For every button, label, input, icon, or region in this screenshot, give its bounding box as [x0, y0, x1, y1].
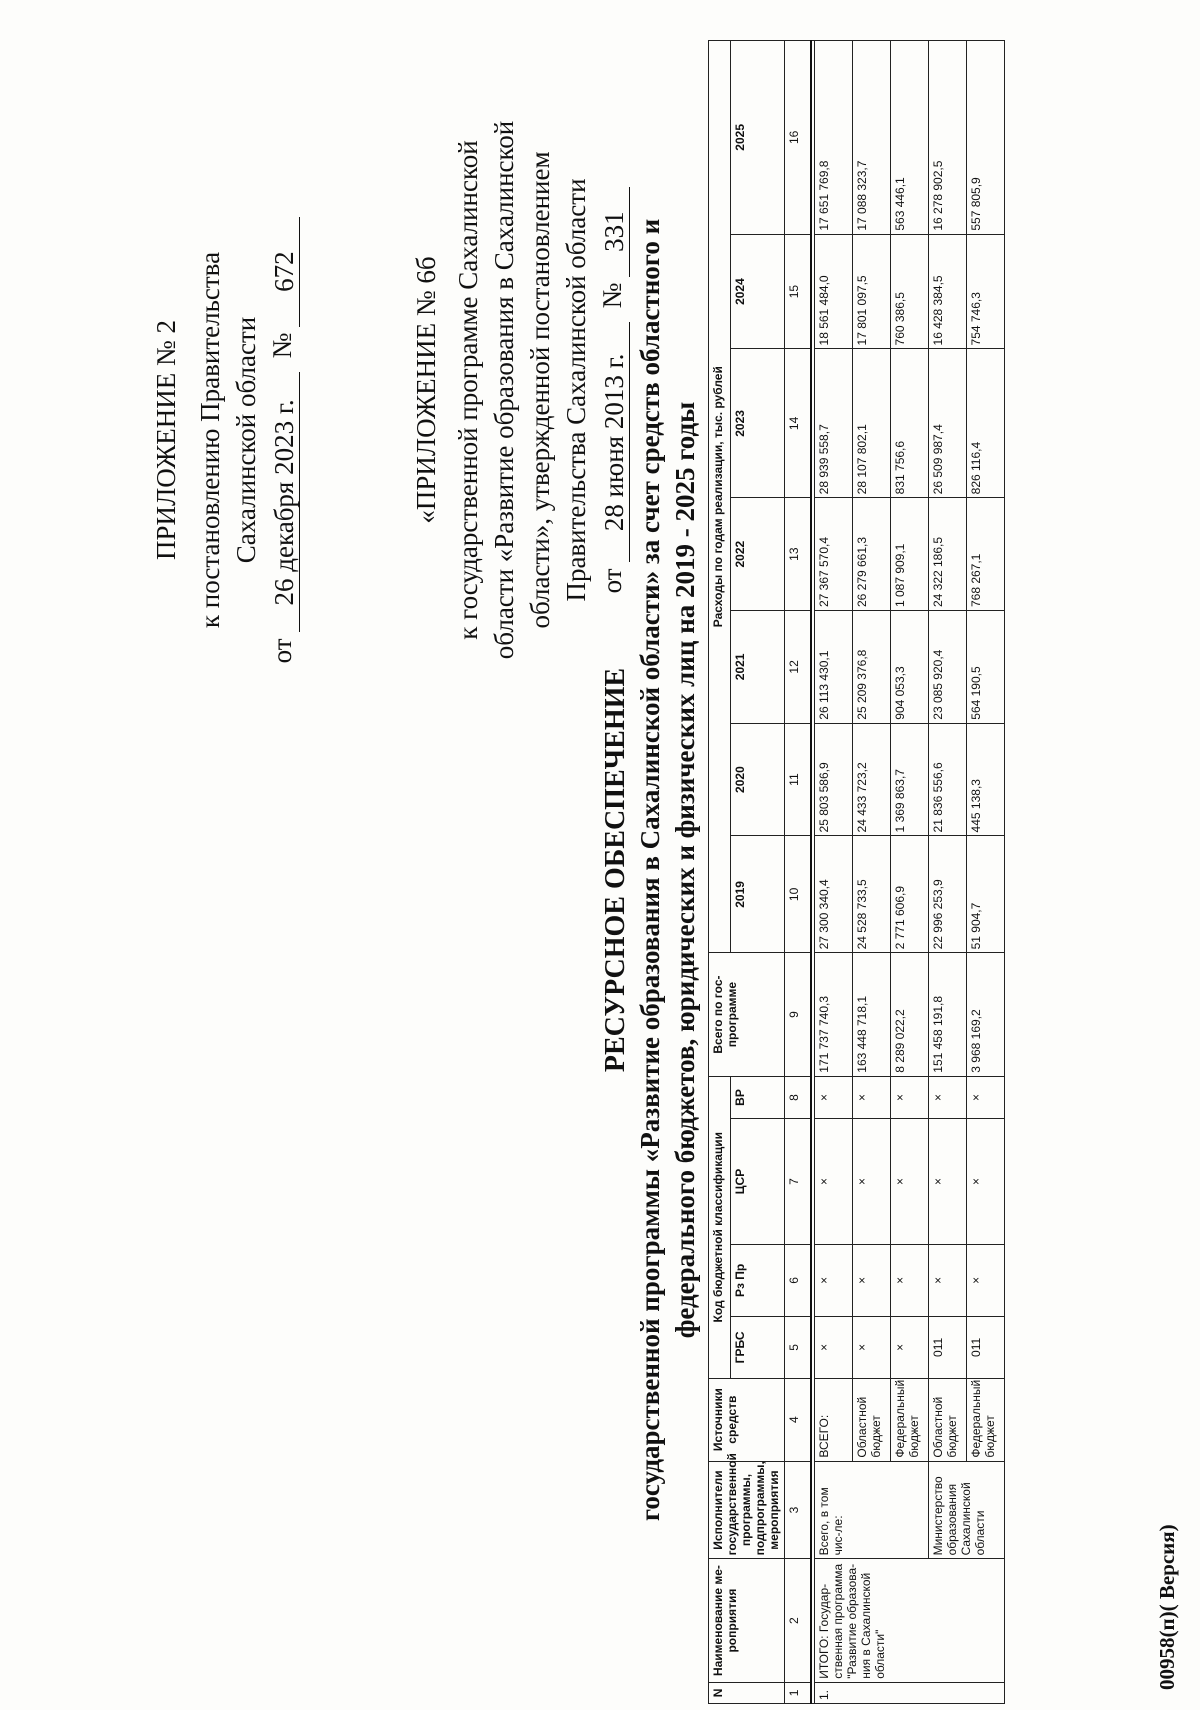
- header-year: 2024: [731, 234, 785, 349]
- vr-cell: ×: [890, 1076, 928, 1119]
- column-number-cell: 6: [785, 1244, 811, 1316]
- year-value-cell: 831 756,6: [890, 349, 928, 498]
- year-value-cell: 826 116,4: [966, 349, 1004, 498]
- column-number-cell: 9: [785, 953, 811, 1076]
- year-value-cell: 445 138,3: [966, 723, 1004, 836]
- column-number-cell: 7: [785, 1119, 811, 1244]
- document-title-line2: государственной программы «Развитие образования в Сахалинской области» за счет средств областного и: [635, 218, 665, 1522]
- row-number-cell: 1.: [814, 1682, 1004, 1703]
- year-value-cell: 27 367 570,4: [814, 498, 852, 611]
- rzpr-cell: ×: [814, 1244, 852, 1316]
- column-number-cell: 16: [785, 41, 811, 235]
- source-cell: ВСЕГО:: [814, 1378, 852, 1461]
- year-value-cell: 760 386,5: [890, 234, 928, 349]
- annex-current-title: ПРИЛОЖЕНИЕ № 2: [151, 319, 181, 561]
- year-value-cell: 28 107 802,1: [852, 349, 890, 498]
- csr-cell: ×: [966, 1119, 1004, 1244]
- header-year: 2021: [731, 611, 785, 724]
- total-cell: 3 968 169,2: [966, 953, 1004, 1076]
- header-executors: Исполнители государственной программы, подпрограммы, мероприятия: [709, 1461, 785, 1559]
- annex-current-line1: к постановлению Правительства: [195, 251, 225, 629]
- total-cell: 163 448 718,1: [852, 953, 890, 1076]
- header-year: 2022: [731, 498, 785, 611]
- header-expenses: Расходы по годам реализации, тыс. рублей: [709, 41, 731, 953]
- annex-current-number-label: №: [267, 332, 297, 359]
- annex-original-line3: области», утвержденной постановлением: [525, 151, 555, 629]
- year-value-cell: 16 278 902,5: [928, 41, 966, 235]
- annex-original-date: 28 июня 2013 г.: [599, 322, 630, 562]
- table-row: [814, 41, 852, 1704]
- annex-current-date: 26 декабря 2023 г.: [269, 372, 300, 632]
- rzpr-cell: ×: [852, 1244, 890, 1316]
- vr-cell: ×: [814, 1076, 852, 1119]
- year-value-cell: 22 996 253,9: [928, 836, 966, 953]
- column-numbers-row: [785, 41, 811, 1704]
- annex-original: [408, 80, 630, 700]
- source-cell: Федеральный бюджет: [966, 1378, 1004, 1461]
- header-vr: ВР: [731, 1076, 785, 1119]
- header-grbs: ГРБС: [731, 1317, 785, 1379]
- annex-original-date-prefix: от: [597, 568, 627, 594]
- column-number-cell: 13: [785, 498, 811, 611]
- year-value-cell: 25 803 586,9: [814, 723, 852, 836]
- table-row: [852, 41, 890, 1704]
- total-cell: 171 737 740,3: [814, 953, 852, 1076]
- annex-original-number: 331: [599, 187, 630, 277]
- resource-table: [708, 40, 1005, 1704]
- header-n: N: [709, 1682, 785, 1703]
- document-title-line3: федерального бюджетов, юридических и физических лиц на 2019 - 2025 годы: [670, 401, 700, 1339]
- column-number-cell: 2: [785, 1559, 811, 1682]
- header-year: 2020: [731, 723, 785, 836]
- grbs-cell: 011: [966, 1317, 1004, 1379]
- year-value-cell: 904 053,3: [890, 611, 928, 724]
- grbs-cell: ×: [852, 1317, 890, 1379]
- annex-current-date-prefix: от: [267, 638, 297, 664]
- year-value-cell: 24 322 186,5: [928, 498, 966, 611]
- year-value-cell: 563 446,1: [890, 41, 928, 235]
- document-title: [598, 130, 703, 1610]
- year-value-cell: 25 209 376,8: [852, 611, 890, 724]
- annex-original-number-label: №: [597, 282, 627, 309]
- year-value-cell: 28 939 558,7: [814, 349, 852, 498]
- header-total: Всего по гос-программе: [709, 953, 785, 1076]
- source-cell: Областной бюджет: [928, 1378, 966, 1461]
- column-number-cell: 8: [785, 1076, 811, 1119]
- csr-cell: ×: [852, 1119, 890, 1244]
- column-number-cell: 10: [785, 836, 811, 953]
- header-sources: Источники средств: [709, 1378, 785, 1461]
- table-row: [890, 41, 928, 1704]
- year-value-cell: 754 746,3: [966, 234, 1004, 349]
- year-value-cell: 557 805,9: [966, 41, 1004, 235]
- year-value-cell: 23 085 920,4: [928, 611, 966, 724]
- total-cell: 151 458 191,8: [928, 953, 966, 1076]
- document-title-line1: РЕСУРСНОЕ ОБЕСПЕЧЕНИЕ: [600, 667, 631, 1073]
- annex-current-date-row: [264, 180, 300, 700]
- column-number-cell: 5: [785, 1317, 811, 1379]
- row-name-cell: ИТОГО: Государ-ственная программа "Развитие образова-ния в Сахалинской области": [814, 1559, 1004, 1682]
- year-value-cell: 26 509 987,4: [928, 349, 966, 498]
- rzpr-cell: ×: [890, 1244, 928, 1316]
- document-footer-code: 00958(п)( Версия): [1155, 1524, 1179, 1690]
- column-number-cell: 12: [785, 611, 811, 724]
- csr-cell: ×: [890, 1119, 928, 1244]
- resource-table-body: [785, 41, 1005, 1704]
- year-value-cell: 1 087 909,1: [890, 498, 928, 611]
- annex-original-line1: к государственной программе Сахалинской: [453, 140, 483, 640]
- executor-cell: Министерство образования Сахалинской области: [928, 1461, 1004, 1559]
- column-number-cell: 3: [785, 1461, 811, 1559]
- year-value-cell: 16 428 384,5: [928, 234, 966, 349]
- year-value-cell: 21 836 556,6: [928, 723, 966, 836]
- annex-original-line4: Правительства Сахалинской области: [561, 178, 591, 602]
- grbs-cell: ×: [890, 1317, 928, 1379]
- year-value-cell: 26 279 661,3: [852, 498, 890, 611]
- header-year: 2025: [731, 41, 785, 235]
- year-value-cell: 26 113 430,1: [814, 611, 852, 724]
- year-value-cell: 17 651 769,8: [814, 41, 852, 235]
- total-cell: 8 289 022,2: [890, 953, 928, 1076]
- column-number-cell: 14: [785, 349, 811, 498]
- column-number-cell: 15: [785, 234, 811, 349]
- annex-original-line2: области «Развитие образования в Сахалинской: [489, 120, 519, 660]
- year-value-cell: 564 190,5: [966, 611, 1004, 724]
- year-value-cell: 27 300 340,4: [814, 836, 852, 953]
- rzpr-cell: ×: [928, 1244, 966, 1316]
- header-year: 2023: [731, 349, 785, 498]
- annex-current: [148, 180, 300, 700]
- year-value-cell: 51 904,7: [966, 836, 1004, 953]
- source-cell: Федеральный бюджет: [890, 1378, 928, 1461]
- column-number-cell: 4: [785, 1378, 811, 1461]
- year-value-cell: 18 561 484,0: [814, 234, 852, 349]
- annex-current-number: 672: [269, 217, 300, 327]
- year-value-cell: 17 088 323,7: [852, 41, 890, 235]
- vr-cell: ×: [852, 1076, 890, 1119]
- executor-cell: Всего, в том чис-ле:: [814, 1461, 928, 1559]
- source-cell: Областной бюджет: [852, 1378, 890, 1461]
- header-name: Наименование ме-роприятия: [709, 1559, 785, 1682]
- header-csr: ЦСР: [731, 1119, 785, 1244]
- year-value-cell: 2 771 606,9: [890, 836, 928, 953]
- annex-original-title: «ПРИЛОЖЕНИЕ № 6б: [411, 256, 441, 524]
- column-number-cell: 1: [785, 1682, 811, 1703]
- year-value-cell: 768 267,1: [966, 498, 1004, 611]
- column-number-cell: 11: [785, 723, 811, 836]
- year-value-cell: 24 433 723,2: [852, 723, 890, 836]
- rzpr-cell: ×: [966, 1244, 1004, 1316]
- table-row: [966, 41, 1004, 1704]
- csr-cell: ×: [814, 1119, 852, 1244]
- annex-current-line2: Сахалинской области: [231, 316, 261, 564]
- year-value-cell: 1 369 863,7: [890, 723, 928, 836]
- header-year: 2019: [731, 836, 785, 953]
- grbs-cell: ×: [814, 1317, 852, 1379]
- vr-cell: ×: [928, 1076, 966, 1119]
- year-value-cell: 24 528 733,5: [852, 836, 890, 953]
- year-value-cell: 17 801 097,5: [852, 234, 890, 349]
- vr-cell: ×: [966, 1076, 1004, 1119]
- csr-cell: ×: [928, 1119, 966, 1244]
- table-row: [928, 41, 966, 1704]
- grbs-cell: 011: [928, 1317, 966, 1379]
- header-budget-code: Код бюджетной классификации: [709, 1076, 731, 1378]
- header-rzpr: Рз Пр: [731, 1244, 785, 1316]
